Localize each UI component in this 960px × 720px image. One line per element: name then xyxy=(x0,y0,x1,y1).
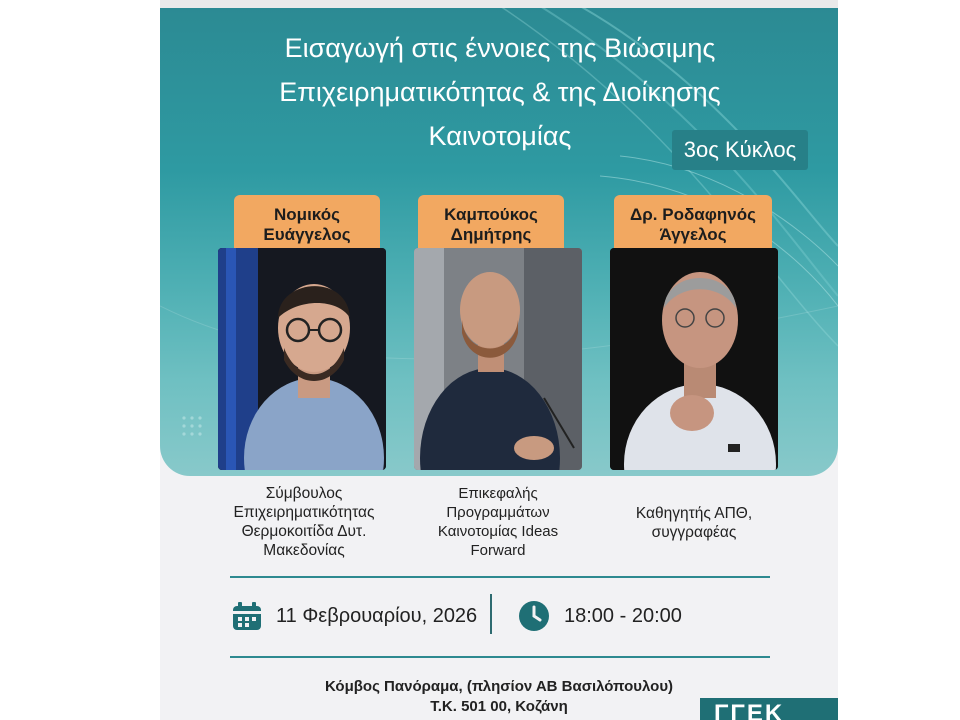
speaker-2-photo xyxy=(414,248,582,470)
location-line-1: Κόμβος Πανόραμα, (πλησίον ΑΒ Βασιλόπουλου) xyxy=(324,678,674,695)
event-date: 11 Φεβρουαρίου, 2026 xyxy=(276,604,478,627)
ggek-logo: ΓΓΕΚ xyxy=(700,698,838,720)
speaker-1-last: Ευάγγελος xyxy=(263,225,351,244)
speaker-1-first: Νομικός xyxy=(274,205,340,224)
divider-bottom xyxy=(230,656,770,658)
date-block xyxy=(232,596,477,636)
event-time: 18:00 - 20:00 xyxy=(564,604,682,627)
title-line-2: Επιχειρηματικότητας & της Διοίκησης xyxy=(279,77,721,107)
cycle-badge: 3ος Κύκλος xyxy=(672,130,808,170)
calendar-icon xyxy=(232,601,262,631)
clock-icon xyxy=(518,600,550,632)
speaker-2-last: Δημήτρης xyxy=(450,225,532,244)
speaker-3-last: Άγγελος xyxy=(659,225,727,244)
title-line-1: Εισαγωγή στις έννοιες της Βιώσιμης xyxy=(284,33,716,63)
speaker-2-role: Επικεφαλής Προγραμμάτων Καινοτομίας Ideas Forward xyxy=(437,485,559,559)
title-line-3: Καινοτομίας xyxy=(428,121,572,151)
speaker-1-photo xyxy=(218,248,386,470)
speaker-1-namebox xyxy=(234,195,380,255)
speaker-3-first: Δρ. Ροδαφηνός xyxy=(630,205,756,224)
speaker-3-namebox xyxy=(614,195,772,255)
speaker-1-role: Σύμβουλος Επιχειρηματικότητας Θερμοκοιτίδα Δυτ. Μακεδονίας xyxy=(233,485,375,559)
event-poster xyxy=(160,0,838,720)
speaker-2-namebox xyxy=(418,195,564,255)
time-block xyxy=(518,596,682,636)
speaker-3-role: Καθηγητής ΑΠΘ, συγγραφέας xyxy=(635,505,753,541)
date-time-separator xyxy=(490,594,492,634)
speaker-2-first: Καμπούκος xyxy=(444,205,538,224)
top-strip xyxy=(160,0,838,8)
speaker-3-photo xyxy=(610,248,778,470)
divider-top xyxy=(230,576,770,578)
location-line-2: Τ.Κ. 501 00, Κοζάνη xyxy=(430,698,568,715)
